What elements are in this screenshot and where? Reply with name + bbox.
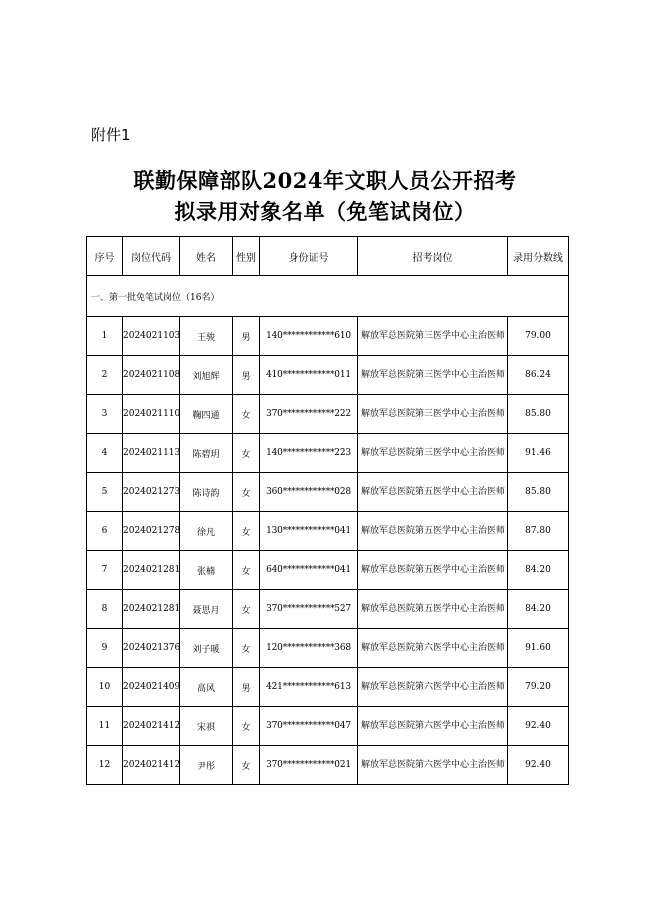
cell-position: 解放军总医院第三医学中心主治医师 [358, 317, 508, 356]
cell-no: 6 [87, 512, 123, 551]
cell-code: 2024021103 [123, 317, 180, 356]
table-row [87, 629, 569, 668]
cell-position: 解放军总医院第六医学中心主治医师 [358, 668, 508, 707]
cell-code: 2024021281 [123, 590, 180, 629]
cell-position: 解放军总医院第六医学中心主治医师 [358, 746, 508, 785]
cell-id: 370************527 [260, 590, 358, 629]
cell-gender: 女 [233, 395, 260, 434]
cell-score: 79.20 [508, 668, 569, 707]
cell-name: 徐凡 [180, 512, 233, 551]
cell-gender: 女 [233, 590, 260, 629]
cell-no: 10 [87, 668, 123, 707]
cell-position: 解放军总医院第六医学中心主治医师 [358, 629, 508, 668]
header-code: 岗位代码 [123, 237, 180, 276]
cell-name: 刘旭辉 [180, 356, 233, 395]
cell-score: 92.40 [508, 746, 569, 785]
cell-gender: 男 [233, 317, 260, 356]
cell-score: 84.20 [508, 551, 569, 590]
cell-name: 陈诗韵 [180, 473, 233, 512]
table-row [87, 512, 569, 551]
cell-position: 解放军总医院第六医学中心主治医师 [358, 707, 508, 746]
cell-no: 9 [87, 629, 123, 668]
attachment-label: 附件1 [91, 126, 131, 144]
cell-no: 3 [87, 395, 123, 434]
cell-position: 解放军总医院第三医学中心主治医师 [358, 434, 508, 473]
cell-id: 120************368 [260, 629, 358, 668]
cell-id: 370************021 [260, 746, 358, 785]
cell-id: 421************613 [260, 668, 358, 707]
cell-gender: 男 [233, 356, 260, 395]
cell-no: 4 [87, 434, 123, 473]
table-row [87, 668, 569, 707]
cell-score: 79.00 [508, 317, 569, 356]
header-name: 姓名 [180, 237, 233, 276]
cell-score: 91.60 [508, 629, 569, 668]
table-row [87, 551, 569, 590]
cell-id: 360************028 [260, 473, 358, 512]
cell-name: 尹彤 [180, 746, 233, 785]
cell-no: 8 [87, 590, 123, 629]
table-row [87, 317, 569, 356]
table-row [87, 590, 569, 629]
cell-no: 2 [87, 356, 123, 395]
header-no: 序号 [87, 237, 123, 276]
cell-id: 370************047 [260, 707, 358, 746]
cell-name: 鞠四通 [180, 395, 233, 434]
cell-position: 解放军总医院第五医学中心主治医师 [358, 551, 508, 590]
cell-score: 86.24 [508, 356, 569, 395]
table-row [87, 707, 569, 746]
cell-gender: 女 [233, 551, 260, 590]
cell-position: 解放军总医院第五医学中心主治医师 [358, 473, 508, 512]
cell-gender: 女 [233, 707, 260, 746]
cell-position: 解放军总医院第五医学中心主治医师 [358, 512, 508, 551]
header-position: 招考岗位 [358, 237, 508, 276]
cell-gender: 女 [233, 512, 260, 551]
cell-id: 140************223 [260, 434, 358, 473]
cell-name: 刘子暖 [180, 629, 233, 668]
cell-no: 7 [87, 551, 123, 590]
cell-score: 92.40 [508, 707, 569, 746]
cell-name: 张楠 [180, 551, 233, 590]
cell-code: 2024021376 [123, 629, 180, 668]
cell-gender: 女 [233, 434, 260, 473]
cell-code: 2024021273 [123, 473, 180, 512]
cell-code: 2024021281 [123, 551, 180, 590]
document-title-line2: 拟录用对象名单（免笔试岗位） [174, 199, 476, 224]
section-title: 一、第一批免笔试岗位（16名） [87, 276, 569, 317]
cell-name: 陈碧玥 [180, 434, 233, 473]
cell-code: 2024021108 [123, 356, 180, 395]
cell-id: 410************011 [260, 356, 358, 395]
cell-no: 1 [87, 317, 123, 356]
cell-name: 王骏 [180, 317, 233, 356]
cell-score: 85.80 [508, 473, 569, 512]
document-title-line1: 联勤保障部队2024年文职人员公开招考 [133, 168, 517, 193]
table-row [87, 746, 569, 785]
cell-position: 解放军总医院第三医学中心主治医师 [358, 356, 508, 395]
table-row [87, 434, 569, 473]
cell-position: 解放军总医院第三医学中心主治医师 [358, 395, 508, 434]
section-row [87, 276, 569, 317]
cell-no: 5 [87, 473, 123, 512]
cell-code: 2024021412 [123, 707, 180, 746]
cell-gender: 男 [233, 668, 260, 707]
table-row [87, 473, 569, 512]
cell-score: 85.80 [508, 395, 569, 434]
cell-code: 2024021412 [123, 746, 180, 785]
cell-gender: 女 [233, 629, 260, 668]
cell-id: 140************610 [260, 317, 358, 356]
cell-no: 11 [87, 707, 123, 746]
cell-id: 130************041 [260, 512, 358, 551]
cell-score: 91.46 [508, 434, 569, 473]
cell-code: 2024021409 [123, 668, 180, 707]
cell-code: 2024021113 [123, 434, 180, 473]
candidate-table [86, 236, 569, 785]
cell-score: 87.80 [508, 512, 569, 551]
cell-no: 12 [87, 746, 123, 785]
cell-id: 370************222 [260, 395, 358, 434]
header-id: 身份证号 [260, 237, 358, 276]
cell-code: 2024021278 [123, 512, 180, 551]
cell-position: 解放军总医院第五医学中心主治医师 [358, 590, 508, 629]
header-score: 录用分数线 [508, 237, 569, 276]
cell-gender: 女 [233, 473, 260, 512]
cell-name: 高风 [180, 668, 233, 707]
table-header-row [87, 237, 569, 276]
cell-code: 2024021110 [123, 395, 180, 434]
header-gender: 性别 [233, 237, 260, 276]
table-row [87, 356, 569, 395]
cell-name: 聂思月 [180, 590, 233, 629]
cell-gender: 女 [233, 746, 260, 785]
cell-score: 84.20 [508, 590, 569, 629]
table-row [87, 395, 569, 434]
cell-id: 640************041 [260, 551, 358, 590]
cell-name: 宋祺 [180, 707, 233, 746]
